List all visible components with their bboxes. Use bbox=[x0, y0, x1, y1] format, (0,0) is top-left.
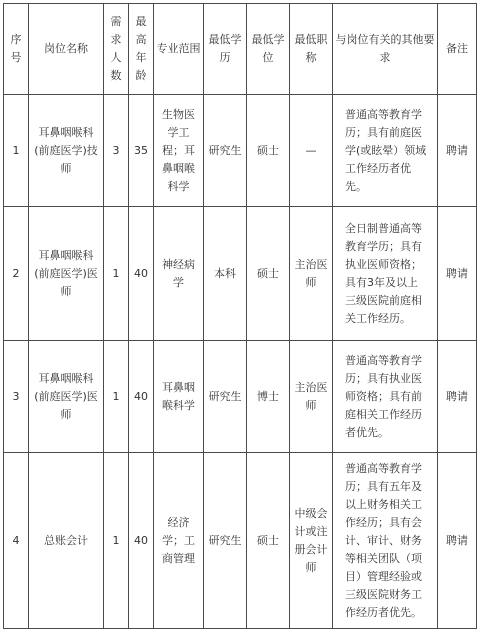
cell-other-requirements: 普通高等教育学历；具有五年及以上财务相关工作经历；具有会计、审计、财务等相关团队（项目）管理经验或三级医院财务工作经历者优先。 bbox=[333, 453, 438, 629]
header-post-name: 岗位名称 bbox=[29, 4, 104, 95]
cell-seq: 2 bbox=[4, 207, 29, 341]
cell-note: 聘请 bbox=[438, 95, 477, 207]
cell-note: 聘请 bbox=[438, 453, 477, 629]
header-other-requirements: 与岗位有关的其他要求 bbox=[333, 4, 438, 95]
table-row bbox=[4, 95, 477, 207]
cell-count: 3 bbox=[104, 95, 129, 207]
cell-count: 1 bbox=[104, 207, 129, 341]
cell-post-name: 总账会计 bbox=[29, 453, 104, 629]
cell-min-education: 研究生 bbox=[204, 341, 247, 453]
cell-post-name: 耳鼻咽喉科(前庭医学)医师 bbox=[29, 341, 104, 453]
cell-post-name: 耳鼻咽喉科(前庭医学)技师 bbox=[29, 95, 104, 207]
cell-major: 神经病学 bbox=[154, 207, 204, 341]
cell-other-requirements: 普通高等教育学历；具有执业医师资格；具有前庭相关工作经历者优先。 bbox=[333, 341, 438, 453]
table-row bbox=[4, 207, 477, 341]
cell-seq: 3 bbox=[4, 341, 29, 453]
header-min-education: 最低学历 bbox=[204, 4, 247, 95]
cell-min-degree: 硕士 bbox=[247, 95, 290, 207]
cell-post-name: 耳鼻咽喉科(前庭医学)医师 bbox=[29, 207, 104, 341]
table-row bbox=[4, 341, 477, 453]
cell-min-title: — bbox=[290, 95, 333, 207]
cell-min-degree: 博士 bbox=[247, 341, 290, 453]
cell-note: 聘请 bbox=[438, 341, 477, 453]
cell-min-degree: 硕士 bbox=[247, 453, 290, 629]
cell-major: 耳鼻咽喉科学 bbox=[154, 341, 204, 453]
cell-min-title: 主治医师 bbox=[290, 207, 333, 341]
cell-min-education: 研究生 bbox=[204, 95, 247, 207]
cell-major: 经济学；工商管理 bbox=[154, 453, 204, 629]
table-row bbox=[4, 453, 477, 629]
cell-max-age: 40 bbox=[129, 207, 154, 341]
header-count: 需求人数 bbox=[104, 4, 129, 95]
header-seq: 序号 bbox=[4, 4, 29, 95]
header-note: 备注 bbox=[438, 4, 477, 95]
header-major: 专业范围 bbox=[154, 4, 204, 95]
cell-other-requirements: 全日制普通高等教育学历；具有执业医师资格；具有3年及以上三级医院前庭相关工作经历。 bbox=[333, 207, 438, 341]
header-min-degree: 最低学位 bbox=[247, 4, 290, 95]
cell-min-education: 研究生 bbox=[204, 453, 247, 629]
cell-major: 生物医学工程；耳鼻咽喉科学 bbox=[154, 95, 204, 207]
cell-min-education: 本科 bbox=[204, 207, 247, 341]
cell-max-age: 40 bbox=[129, 341, 154, 453]
cell-count: 1 bbox=[104, 453, 129, 629]
cell-count: 1 bbox=[104, 341, 129, 453]
cell-min-degree: 硕士 bbox=[247, 207, 290, 341]
cell-seq: 4 bbox=[4, 453, 29, 629]
cell-max-age: 40 bbox=[129, 453, 154, 629]
cell-min-title: 中级会计或注册会计师 bbox=[290, 453, 333, 629]
header-min-title: 最低职称 bbox=[290, 4, 333, 95]
cell-note: 聘请 bbox=[438, 207, 477, 341]
table-header-row bbox=[4, 4, 477, 95]
cell-other-requirements: 普通高等教育学历；具有前庭医学(或眩晕）领域工作经历者优先。 bbox=[333, 95, 438, 207]
header-max-age: 最高年龄 bbox=[129, 4, 154, 95]
cell-min-title: 主治医师 bbox=[290, 341, 333, 453]
recruitment-table bbox=[3, 3, 477, 629]
cell-seq: 1 bbox=[4, 95, 29, 207]
cell-max-age: 35 bbox=[129, 95, 154, 207]
